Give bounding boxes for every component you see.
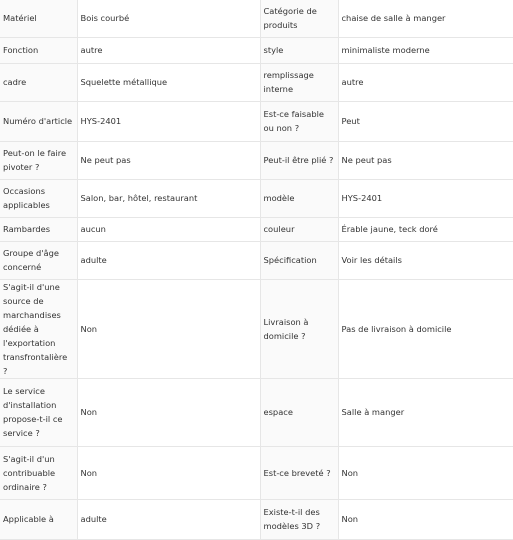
attribute-label: Groupe d'âge concerné <box>0 241 77 279</box>
attribute-label: S'agit-il d'un contribuable ordinaire ? <box>0 446 77 499</box>
attribute-value: Non <box>77 279 260 378</box>
table-row <box>0 0 513 37</box>
attribute-value: aucun <box>77 217 260 241</box>
attribute-label: Peut-on le faire pivoter ? <box>0 141 77 179</box>
table-row <box>0 37 513 63</box>
attribute-value: Non <box>77 446 260 499</box>
attribute-value: minimaliste moderne <box>338 37 513 63</box>
attribute-value: Peut <box>338 101 513 141</box>
attribute-value: Non <box>77 378 260 446</box>
attribute-value: adulte <box>77 241 260 279</box>
attribute-label: modèle <box>260 179 338 217</box>
attribute-value: Squelette métallique <box>77 63 260 101</box>
attribute-value: Voir les détails <box>338 241 513 279</box>
attribute-value: Érable jaune, teck doré <box>338 217 513 241</box>
attribute-label: Numéro d'article <box>0 101 77 141</box>
attribute-label: Peut-il être plié ? <box>260 141 338 179</box>
attribute-label: Le service d'installation propose-t-il ce service ? <box>0 378 77 446</box>
attribute-label: style <box>260 37 338 63</box>
attribute-value: Ne peut pas <box>77 141 260 179</box>
attribute-value: Salle à manger <box>338 378 513 446</box>
attribute-label: Matériel <box>0 0 77 37</box>
attribute-label: Livraison à domicile ? <box>260 279 338 378</box>
attribute-label: cadre <box>0 63 77 101</box>
table-row <box>0 141 513 179</box>
table-row <box>0 63 513 101</box>
attribute-value: HYS-2401 <box>77 101 260 141</box>
attribute-value: chaise de salle à manger <box>338 0 513 37</box>
table-row <box>0 279 513 378</box>
attribute-label: remplissage interne <box>260 63 338 101</box>
table-row <box>0 378 513 446</box>
table-row <box>0 241 513 279</box>
table-row <box>0 179 513 217</box>
attribute-label: Est-ce faisable ou non ? <box>260 101 338 141</box>
attribute-value: Ne peut pas <box>338 141 513 179</box>
attribute-label: Est-ce breveté ? <box>260 446 338 499</box>
attribute-value: Bois courbé <box>77 0 260 37</box>
attribute-value: Salon, bar, hôtel, restaurant <box>77 179 260 217</box>
attribute-label: Occasions applicables <box>0 179 77 217</box>
attribute-label: Catégorie de produits <box>260 0 338 37</box>
attribute-value: Non <box>338 446 513 499</box>
attribute-label: Fonction <box>0 37 77 63</box>
attribute-value: Pas de livraison à domicile <box>338 279 513 378</box>
attribute-label: espace <box>260 378 338 446</box>
attribute-label: S'agit-il d'une source de marchandises dédiée à l'exportation transfrontalière ? <box>0 279 77 378</box>
attribute-value: autre <box>77 37 260 63</box>
attribute-value: adulte <box>77 499 260 539</box>
attribute-value: Non <box>338 499 513 539</box>
attribute-label: Rambardes <box>0 217 77 241</box>
attribute-value: autre <box>338 63 513 101</box>
attribute-label: couleur <box>260 217 338 241</box>
table-row <box>0 101 513 141</box>
attribute-value: HYS-2401 <box>338 179 513 217</box>
attribute-label: Spécification <box>260 241 338 279</box>
table-row <box>0 499 513 539</box>
table-row <box>0 217 513 241</box>
table-row <box>0 446 513 499</box>
attribute-label: Existe-t-il des modèles 3D ? <box>260 499 338 539</box>
attribute-label: Applicable à <box>0 499 77 539</box>
